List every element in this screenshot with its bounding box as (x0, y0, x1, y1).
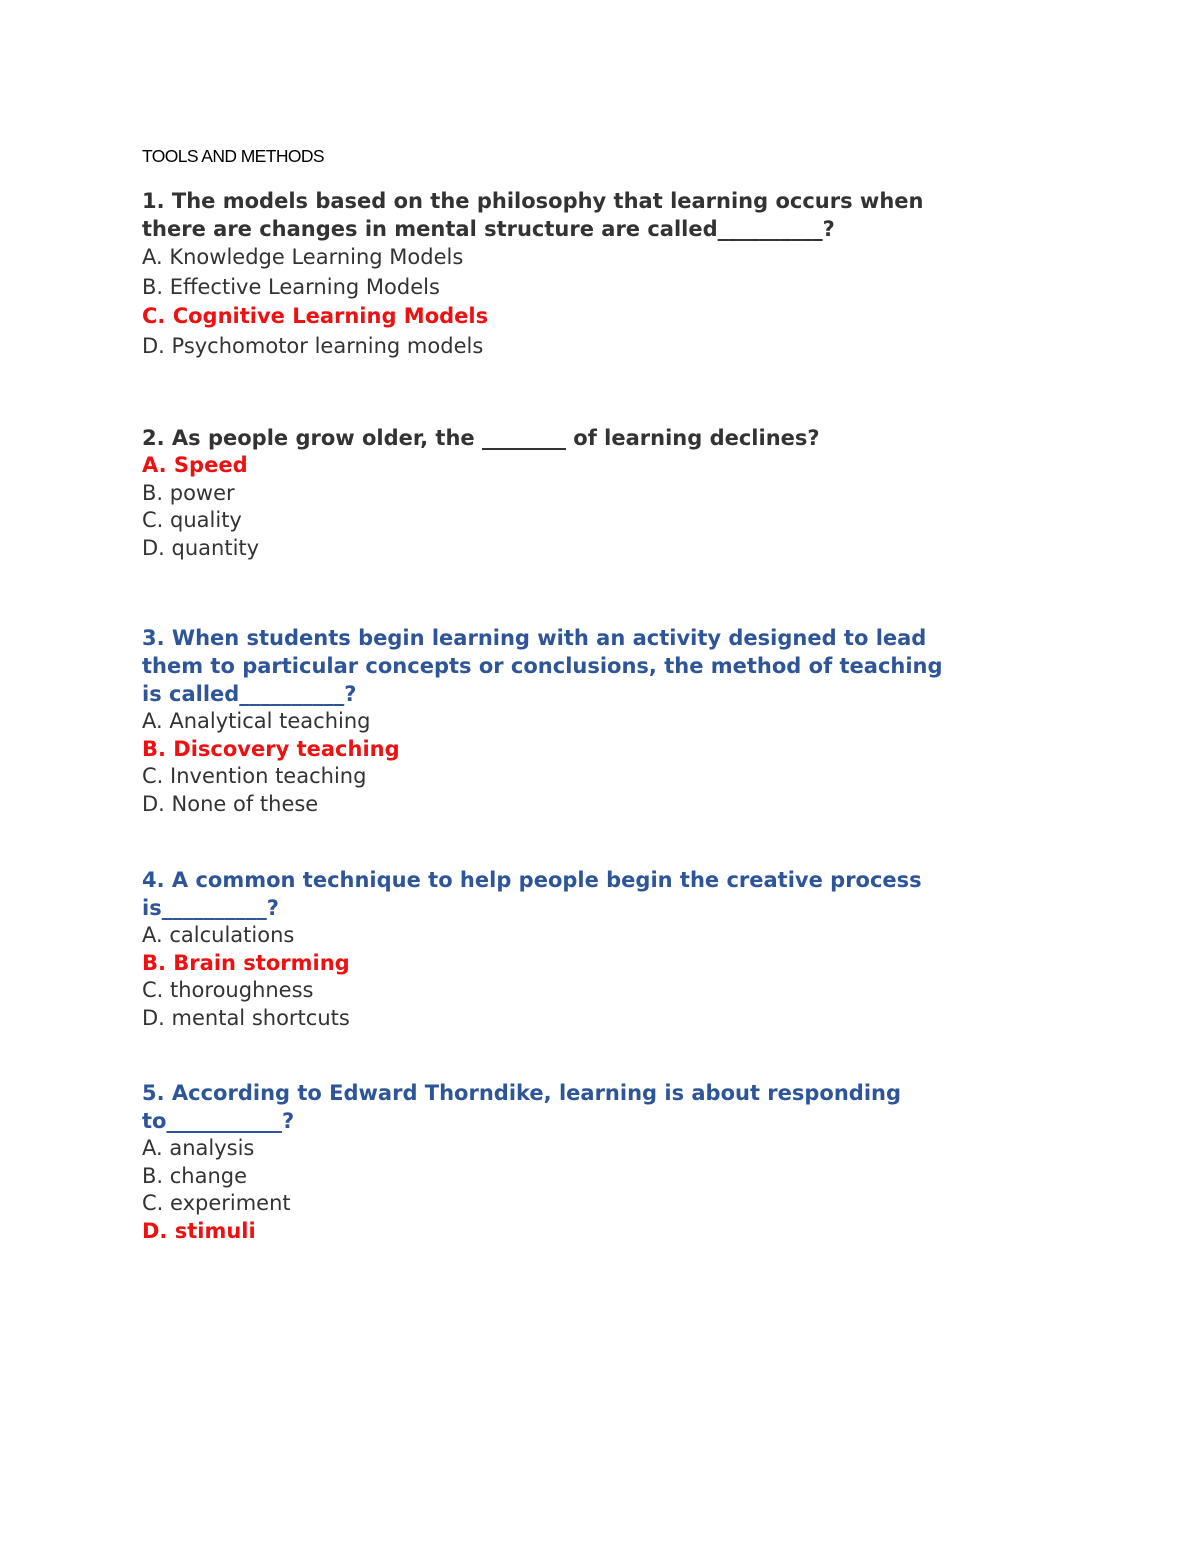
question-line: is__________? (142, 896, 279, 920)
options-list (142, 243, 1082, 361)
document-title: TOOLS AND METHODS (142, 146, 325, 166)
question-text (142, 187, 1082, 243)
question-line: them to particular concepts or conclusions, the method of teaching (142, 654, 943, 678)
question-3 (142, 624, 1082, 818)
options-list (142, 1135, 1082, 1245)
question-1 (142, 187, 1082, 361)
option-b: B. change (142, 1163, 248, 1188)
option-d: D. quantity (142, 535, 260, 560)
option-b-correct-answer: B. Discovery teaching (142, 736, 400, 761)
question-line: 1. The models based on the philosophy that learning occurs when (142, 189, 924, 213)
option-a: A. Knowledge Learning Models (142, 245, 464, 269)
question-text (142, 624, 1082, 708)
question-line: 5. According to Edward Thorndike, learning is about responding (142, 1081, 902, 1105)
question-line: 3. When students begin learning with an activity designed to lead (142, 626, 927, 650)
question-line: there are changes in mental structure are called__________? (142, 217, 835, 241)
option-c: C. quality (142, 508, 242, 532)
option-b: B. Effective Learning Models (142, 274, 440, 299)
question-5 (142, 1079, 1082, 1245)
options-list (142, 922, 1082, 1032)
option-a: A. calculations (142, 923, 295, 947)
question-line: is called__________? (142, 682, 357, 706)
question-text (142, 866, 1082, 922)
option-d: D. Psychomotor learning models (142, 333, 484, 358)
question-4 (142, 866, 1082, 1032)
option-c: C. Invention teaching (142, 764, 367, 788)
option-c: C. thoroughness (142, 978, 314, 1002)
option-d: D. mental shortcuts (142, 1005, 350, 1030)
options-list (142, 452, 1082, 562)
question-text (142, 1079, 1082, 1135)
option-b: B. power (142, 480, 235, 505)
option-c: C. experiment (142, 1191, 291, 1215)
question-line: 2. As people grow older, the ________ of learning declines? (142, 426, 820, 450)
option-c-correct-answer: C. Cognitive Learning Models (142, 304, 489, 328)
question-line: to___________? (142, 1109, 295, 1133)
option-d: D. None of these (142, 791, 319, 816)
option-a: A. analysis (142, 1136, 255, 1160)
option-b-correct-answer: B. Brain storming (142, 950, 350, 975)
question-2 (142, 424, 1082, 562)
option-a-correct-answer: A. Speed (142, 453, 248, 477)
options-list (142, 708, 1082, 818)
option-d-correct-answer: D. stimuli (142, 1218, 256, 1243)
question-line: 4. A common technique to help people begin the creative process (142, 868, 922, 892)
option-a: A. Analytical teaching (142, 709, 371, 733)
document-page (142, 144, 1082, 1245)
question-text (142, 424, 1082, 452)
